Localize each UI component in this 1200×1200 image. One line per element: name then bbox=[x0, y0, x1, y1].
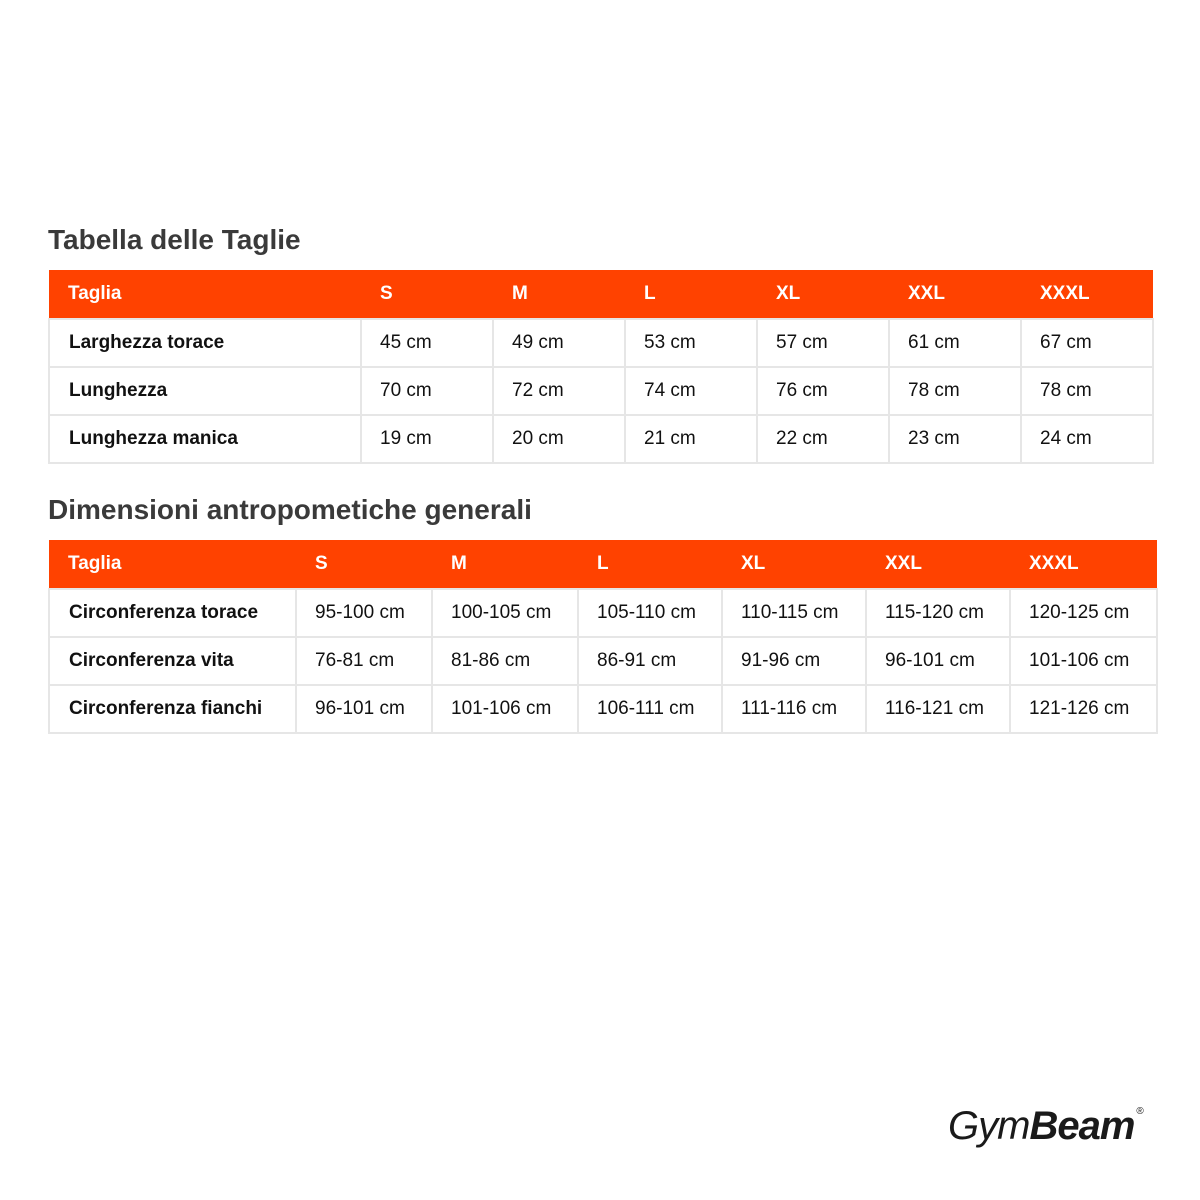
header-cell-s: S bbox=[361, 270, 493, 319]
table-cell: 53 cm bbox=[625, 319, 757, 367]
table-cell: 115-120 cm bbox=[866, 589, 1010, 637]
row-label: Circonferenza vita bbox=[49, 637, 296, 685]
table-cell: 45 cm bbox=[361, 319, 493, 367]
header-cell-xl: XL bbox=[757, 270, 889, 319]
table-cell: 106-111 cm bbox=[578, 685, 722, 733]
header-cell-l: L bbox=[578, 540, 722, 589]
table-cell: 61 cm bbox=[889, 319, 1021, 367]
header-cell-xl: XL bbox=[722, 540, 866, 589]
table-cell: 95-100 cm bbox=[296, 589, 432, 637]
table-cell: 101-106 cm bbox=[1010, 637, 1157, 685]
table-cell: 72 cm bbox=[493, 367, 625, 415]
body-measurements-table bbox=[48, 540, 1158, 734]
table-row bbox=[49, 589, 1157, 637]
table-cell: 76-81 cm bbox=[296, 637, 432, 685]
table-cell: 120-125 cm bbox=[1010, 589, 1157, 637]
header-cell-m: M bbox=[432, 540, 578, 589]
table-row bbox=[49, 415, 1153, 463]
table-cell: 78 cm bbox=[889, 367, 1021, 415]
header-cell-s: S bbox=[296, 540, 432, 589]
row-label: Lunghezza manica bbox=[49, 415, 361, 463]
size-table bbox=[48, 270, 1154, 464]
header-cell-taglia: Taglia bbox=[49, 270, 361, 319]
table-cell: 91-96 cm bbox=[722, 637, 866, 685]
table-cell: 24 cm bbox=[1021, 415, 1153, 463]
row-label: Circonferenza torace bbox=[49, 589, 296, 637]
table-cell: 81-86 cm bbox=[432, 637, 578, 685]
header-cell-xxl: XXL bbox=[866, 540, 1010, 589]
logo-text-gym: Gym bbox=[948, 1104, 1030, 1148]
table-cell: 23 cm bbox=[889, 415, 1021, 463]
table-row bbox=[49, 367, 1153, 415]
row-label: Larghezza torace bbox=[49, 319, 361, 367]
table-row bbox=[49, 637, 1157, 685]
table-row bbox=[49, 685, 1157, 733]
table-cell: 111-116 cm bbox=[722, 685, 866, 733]
table-cell: 21 cm bbox=[625, 415, 757, 463]
registered-mark: ® bbox=[1136, 1106, 1143, 1117]
header-cell-m: M bbox=[493, 270, 625, 319]
table-cell: 121-126 cm bbox=[1010, 685, 1157, 733]
table-row bbox=[49, 319, 1153, 367]
table-cell: 78 cm bbox=[1021, 367, 1153, 415]
header-cell-xxxl: XXXL bbox=[1021, 270, 1153, 319]
table-cell: 67 cm bbox=[1021, 319, 1153, 367]
table-cell: 110-115 cm bbox=[722, 589, 866, 637]
table-cell: 100-105 cm bbox=[432, 589, 578, 637]
row-label: Circonferenza fianchi bbox=[49, 685, 296, 733]
logo-text-beam: Beam bbox=[1029, 1104, 1135, 1148]
gymbeam-logo bbox=[948, 1104, 1143, 1149]
table-cell: 105-110 cm bbox=[578, 589, 722, 637]
row-label: Lunghezza bbox=[49, 367, 361, 415]
table-cell: 20 cm bbox=[493, 415, 625, 463]
table-cell: 22 cm bbox=[757, 415, 889, 463]
table-cell: 70 cm bbox=[361, 367, 493, 415]
table-cell: 101-106 cm bbox=[432, 685, 578, 733]
table-header-row bbox=[49, 540, 1157, 589]
table-cell: 57 cm bbox=[757, 319, 889, 367]
header-cell-l: L bbox=[625, 270, 757, 319]
table-cell: 19 cm bbox=[361, 415, 493, 463]
table-header-row bbox=[49, 270, 1153, 319]
size-table-title: Tabella delle Taglie bbox=[48, 224, 301, 255]
body-measurements-title: Dimensioni antropometiche generali bbox=[48, 494, 532, 525]
header-cell-xxl: XXL bbox=[889, 270, 1021, 319]
header-cell-taglia: Taglia bbox=[49, 540, 296, 589]
table-cell: 96-101 cm bbox=[296, 685, 432, 733]
table-cell: 86-91 cm bbox=[578, 637, 722, 685]
table-cell: 49 cm bbox=[493, 319, 625, 367]
header-cell-xxxl: XXXL bbox=[1010, 540, 1157, 589]
table-cell: 76 cm bbox=[757, 367, 889, 415]
table-cell: 116-121 cm bbox=[866, 685, 1010, 733]
table-cell: 74 cm bbox=[625, 367, 757, 415]
table-cell: 96-101 cm bbox=[866, 637, 1010, 685]
